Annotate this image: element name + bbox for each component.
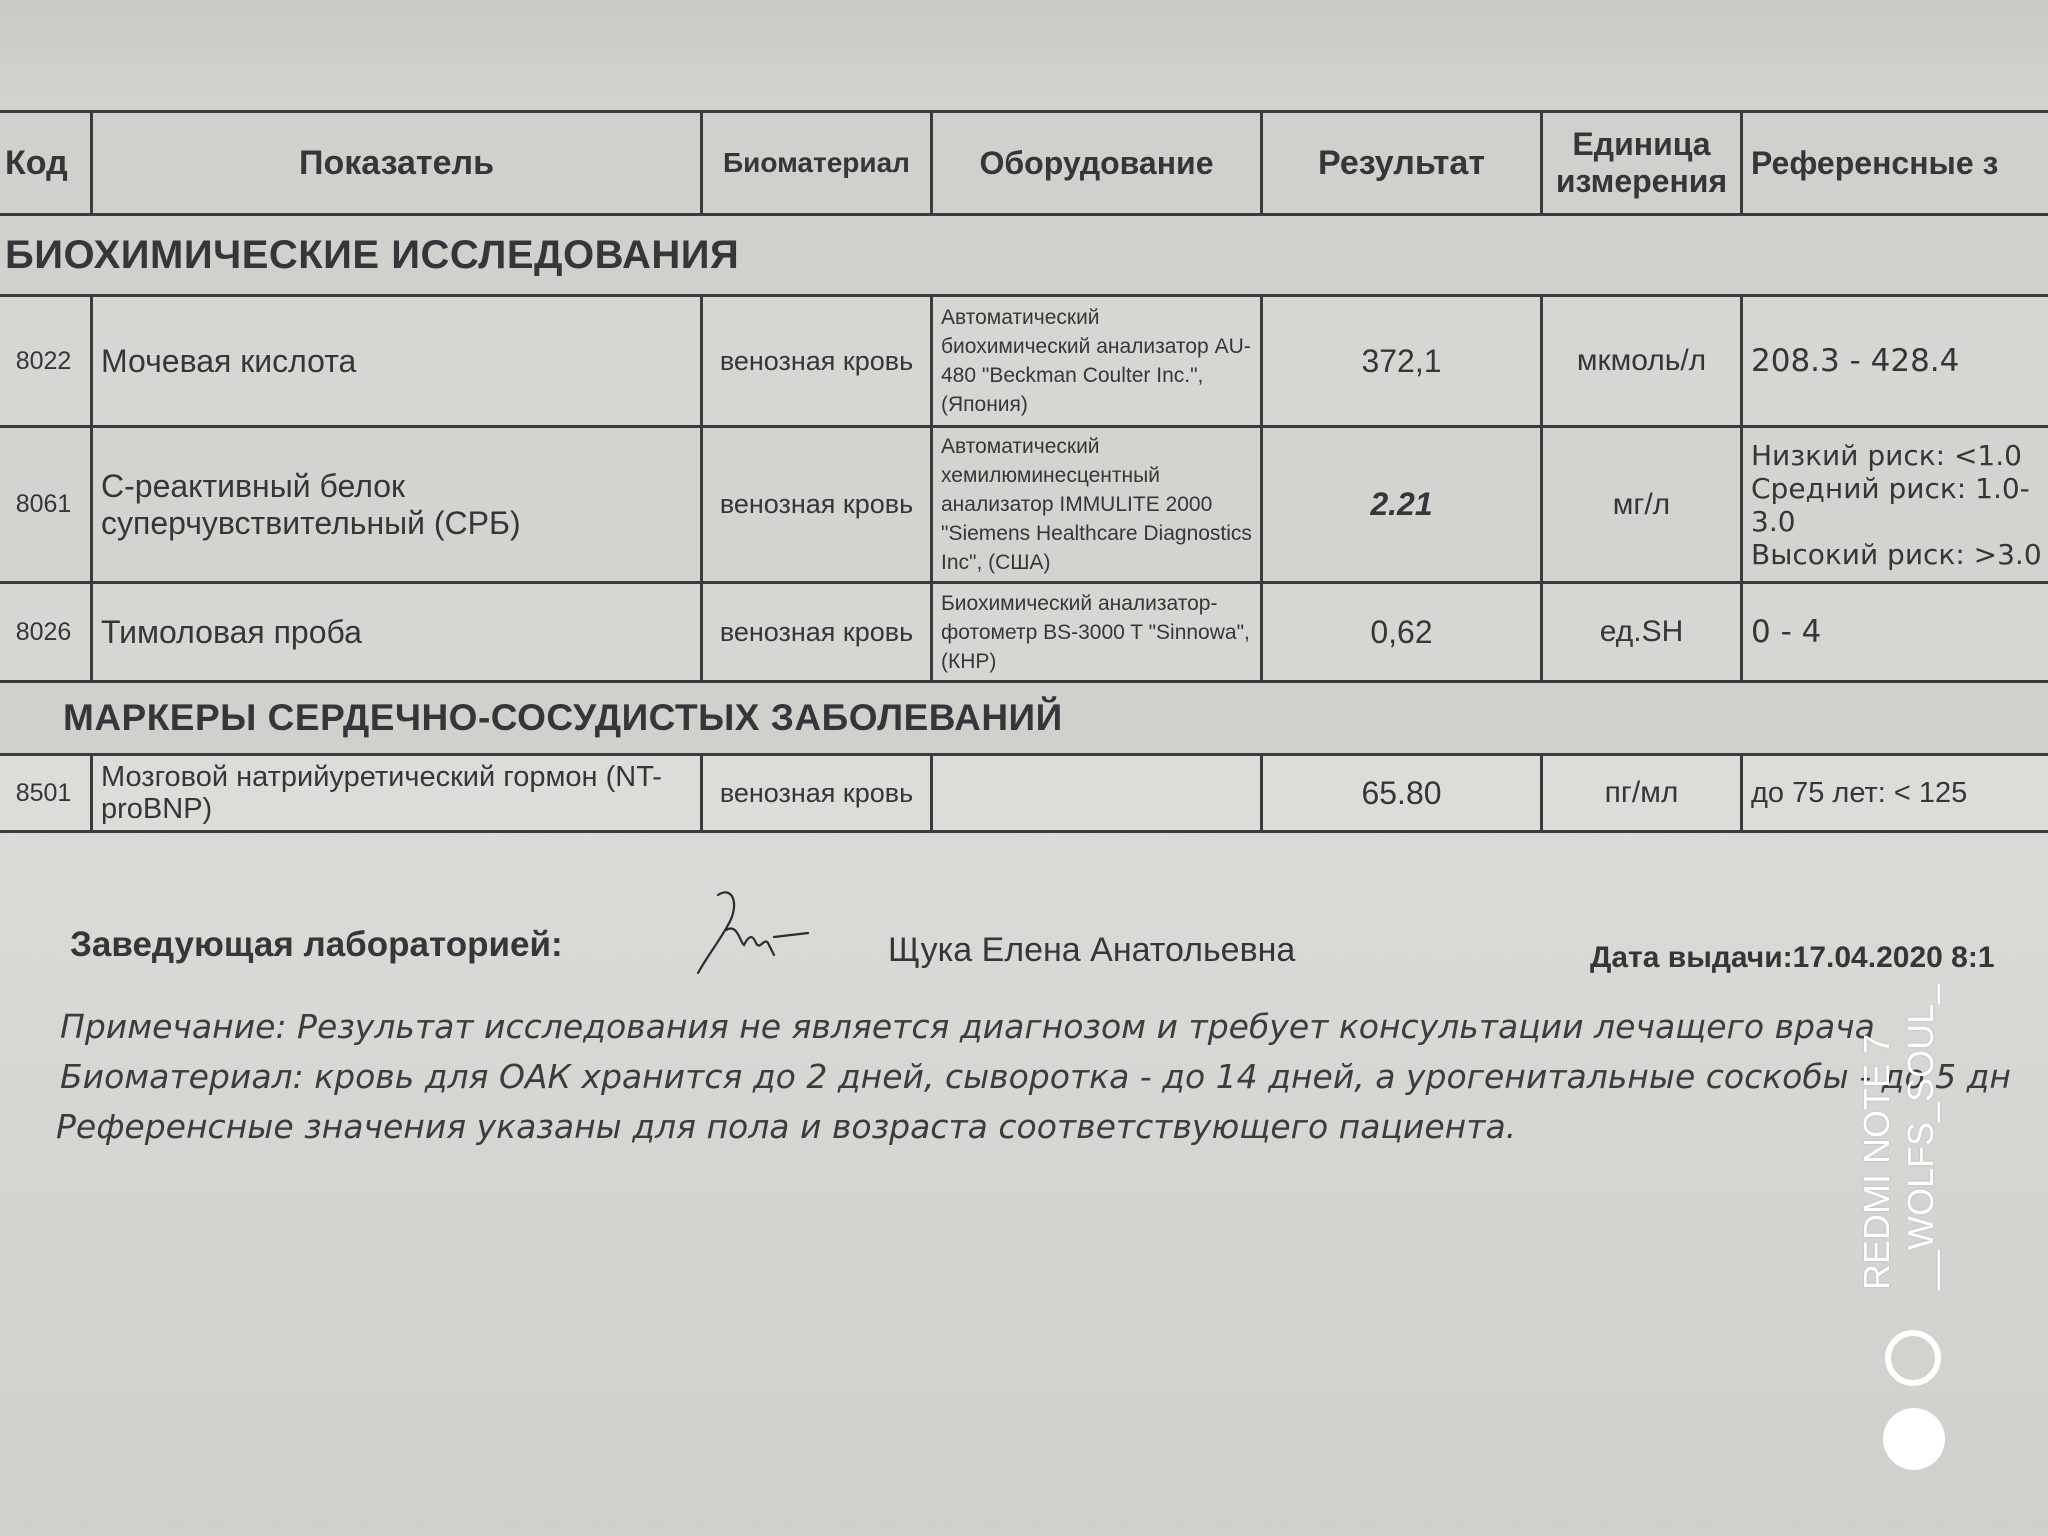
- watermark-device: REDMI NOTE 7: [1856, 1033, 1897, 1290]
- issue-date: Дата выдачи:17.04.2020 8:1: [1590, 941, 1995, 974]
- results-table-container: [0, 110, 2048, 833]
- cell-biomaterial: венозная кровь: [702, 583, 932, 682]
- cell-equipment: Автоматический биохимический анализатор AU- 480 "Beckman Coulter Inc.", (Япония): [932, 296, 1262, 427]
- cell-code: 8501: [0, 755, 92, 832]
- cell-equipment: Биохимический анализатор-фотометр BS-3000 T "Sinnowa", (КНР): [932, 583, 1262, 682]
- watermark-author: __WOLFS_SOUL_: [1900, 983, 1941, 1290]
- watermark-ring-icon: [1885, 1330, 1941, 1386]
- reference-line: до 75 лет: < 125: [1751, 776, 1968, 809]
- table-row: [0, 427, 2048, 583]
- head-of-lab-label: Заведующая лабораторией:: [70, 925, 563, 964]
- cell-code: 8061: [0, 427, 92, 583]
- page-top-edge: [0, 0, 2048, 110]
- cell-biomaterial: венозная кровь: [702, 755, 932, 832]
- cell-code: 8026: [0, 583, 92, 682]
- table-row: [0, 755, 2048, 832]
- cell-code: 8022: [0, 296, 92, 427]
- table-row: [0, 583, 2048, 682]
- head-of-lab-name: Щука Елена Анатольевна: [888, 931, 1296, 969]
- signature-block: [70, 925, 2048, 985]
- cell-indicator: Мочевая кислота: [92, 296, 702, 427]
- cell-unit: мг/л: [1542, 427, 1742, 583]
- reference-line: Низкий риск: <1.0: [1751, 438, 2022, 472]
- watermark-text: [1855, 984, 1943, 1290]
- cell-reference: [1742, 427, 2048, 583]
- header-row: [0, 112, 2048, 215]
- header-result: Результат: [1262, 112, 1542, 215]
- cell-result: 65.80: [1262, 755, 1542, 832]
- cell-indicator: Тимоловая проба: [92, 583, 702, 682]
- cell-result: 2.21: [1262, 427, 1542, 583]
- cell-result: 372,1: [1262, 296, 1542, 427]
- note-line: Референсные значения указаны для пола и возраста соответствующего пациента.: [56, 1107, 1517, 1146]
- camera-watermark: [1855, 983, 2045, 1470]
- handwritten-signature: [678, 885, 828, 980]
- section-cardio-markers: [0, 682, 2048, 755]
- header-indicator: Показатель: [92, 112, 702, 215]
- results-table: [0, 110, 2048, 833]
- note-line: Примечание: Результат исследования не является диагнозом и требует консультации лечащего врача: [60, 1007, 1875, 1046]
- note-line: Биоматериал: кровь для ОАК хранится до 2 дней, сыворотка - до 14 дней, а урогенитальные соскобы - до 5 дн: [60, 1057, 2011, 1096]
- cell-unit: пг/мл: [1542, 755, 1742, 832]
- header-equipment: Оборудование: [932, 112, 1262, 215]
- header-code: Код: [0, 112, 92, 215]
- cell-equipment: Автоматический хемилюминесцентный анализатор IMMULITE 2000 "Siemens Healthcare Diagnostics Inc", (США): [932, 427, 1262, 583]
- cell-biomaterial: венозная кровь: [702, 427, 932, 583]
- section-title: БИОХИМИЧЕСКИЕ ИССЛЕДОВАНИЯ: [0, 215, 2048, 296]
- cell-unit: мкмоль/л: [1542, 296, 1742, 427]
- cell-equipment: [932, 755, 1262, 832]
- cell-result: 0,62: [1262, 583, 1542, 682]
- reference-line: Высокий риск: >3.0: [1751, 537, 2042, 571]
- watermark-dot-icon: [1883, 1408, 1945, 1470]
- cell-reference: [1742, 296, 2048, 427]
- cell-indicator: Мозговой натрийуретический гормон (NT-proBNP): [92, 755, 702, 832]
- header-unit: Единица измерения: [1542, 112, 1742, 215]
- cell-indicator: С-реактивный белок суперчувствительный (СРБ): [92, 427, 702, 583]
- header-reference: Референсные з: [1742, 112, 2048, 215]
- cell-biomaterial: венозная кровь: [702, 296, 932, 427]
- section-biochemistry: [0, 215, 2048, 296]
- header-biomaterial: Биоматериал: [702, 112, 932, 215]
- reference-line: Средний риск: 1.0-3.0: [1751, 471, 2030, 538]
- section-title: МАРКЕРЫ СЕРДЕЧНО-СОСУДИСТЫХ ЗАБОЛЕВАНИЙ: [0, 682, 2048, 755]
- cell-reference: [1742, 755, 2048, 832]
- reference-line: 0 - 4: [1751, 614, 1822, 650]
- reference-line: 208.3 - 428.4: [1751, 343, 1960, 379]
- table-row: [0, 296, 2048, 427]
- notes-block: [56, 1002, 2040, 1152]
- cell-unit: ед.SH: [1542, 583, 1742, 682]
- cell-reference: [1742, 583, 2048, 682]
